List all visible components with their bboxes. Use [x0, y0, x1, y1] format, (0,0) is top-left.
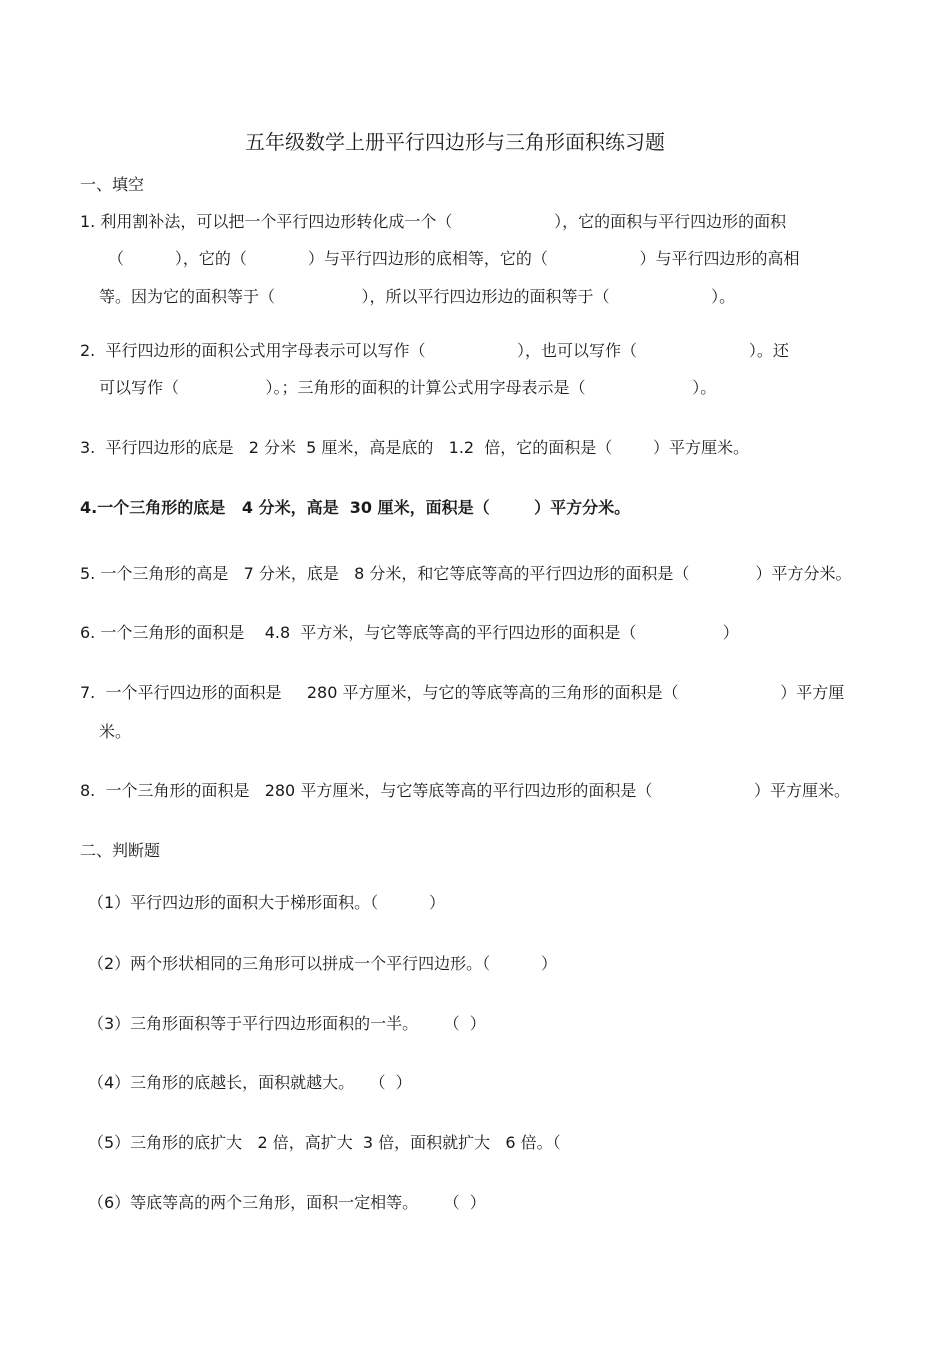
section-heading-fill-in: 一、填空 — [80, 175, 145, 194]
question-2-line-2: 可以写作（ ）。；三角形的面积的计算公式用字母表示是（ ）。 — [99, 378, 717, 397]
question-1-line-2: （ ），它的（ ）与平行四边形的底相等，它的（ ）与平行四边形的高相 — [108, 249, 800, 268]
judgement-item-1: （1）平行四边形的面积大于梯形面积。（ ） — [88, 893, 446, 912]
question-1-line-3: 等。因为它的面积等于（ ），所以平行四边形边的面积等于（ ）。 — [99, 287, 736, 306]
question-3: 3. 平行四边形的底是 2 分米 5 厘米，高是底的 1.2 倍，它的面积是（ ）平方厘米。 — [80, 438, 749, 457]
question-1-line-1: 1. 利用割补法，可以把一个平行四边形转化成一个（ ），它的面积与平行四边形的面积 — [80, 212, 787, 231]
section-heading-true-false: 二、判断题 — [80, 841, 161, 860]
judgement-item-4: （4）三角形的底越长，面积就越大。 （ ） — [88, 1073, 412, 1092]
page-title: 五年级数学上册平行四边形与三角形面积练习题 — [245, 130, 665, 154]
judgement-item-3: （3）三角形面积等于平行四边形面积的一半。 （ ） — [88, 1014, 486, 1033]
question-5: 5. 一个三角形的高是 7 分米，底是 8 分米，和它等底等高的平行四边形的面积是（ ）平方分米。 — [80, 564, 852, 583]
judgement-item-5: （5）三角形的底扩大 2 倍，高扩大 3 倍，面积就扩大 6 倍。（ — [88, 1133, 561, 1152]
question-2-line-1: 2. 平行四边形的面积公式用字母表示可以写作（ ），也可以写作（ ）。还 — [80, 341, 789, 360]
question-7-line-2: 米。 — [99, 722, 132, 741]
judgement-item-6: （6）等底等高的两个三角形，面积一定相等。 （ ） — [88, 1193, 486, 1212]
question-6: 6. 一个三角形的面积是 4.8 平方米，与它等底等高的平行四边形的面积是（ ） — [80, 623, 739, 642]
question-7-line-1: 7. 一个平行四边形的面积是 280 平方厘米，与它的等底等高的三角形的面积是（ ）平方厘 — [80, 683, 845, 702]
judgement-item-2: （2）两个形状相同的三角形可以拼成一个平行四边形。（ ） — [88, 954, 558, 973]
question-8: 8. 一个三角形的面积是 280 平方厘米，与它等底等高的平行四边形的面积是（ ）平方厘米。 — [80, 781, 851, 800]
question-4: 4.一个三角形的底是 4 分米，高是 30 厘米，面积是（ ）平方分米。 — [80, 498, 631, 517]
